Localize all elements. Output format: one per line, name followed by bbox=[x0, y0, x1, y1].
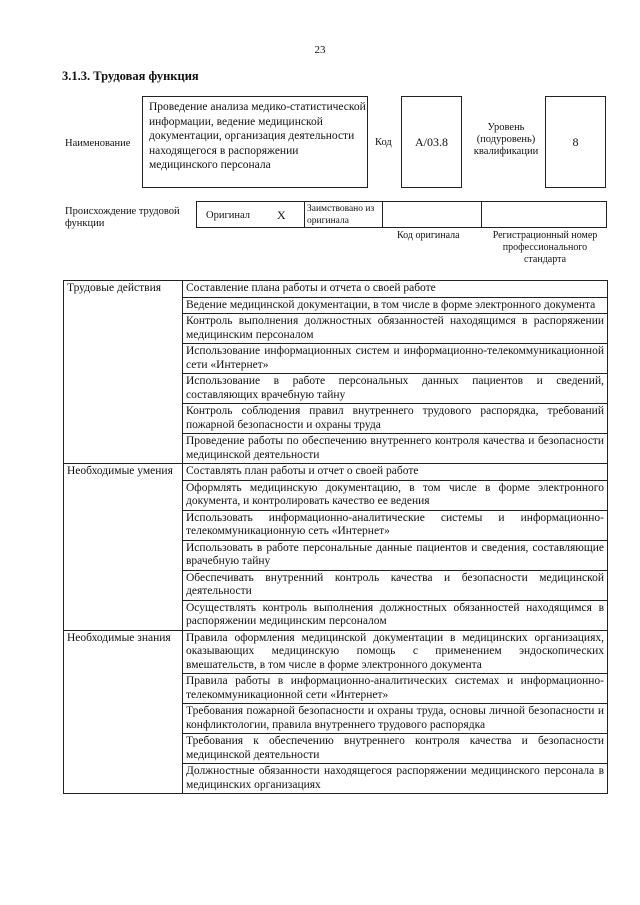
name-label: Наименование bbox=[65, 138, 131, 149]
qualification-level-box: 8 bbox=[545, 96, 606, 188]
category-cell: Необходимые умения bbox=[64, 464, 183, 631]
origin-label: Происхождение трудовой функции bbox=[65, 206, 180, 229]
function-details-body bbox=[64, 281, 608, 794]
table-row bbox=[64, 281, 608, 298]
item-cell: Использование информационных систем и информационно-телекоммуникационной сети «Интернет» bbox=[183, 344, 608, 374]
category-cell: Необходимые знания bbox=[64, 630, 183, 794]
item-cell: Контроль выполнения должностных обязанностей находящимся в распоряжении медицинским персоналом bbox=[183, 314, 608, 344]
item-cell: Составлять план работы и отчет о своей работе bbox=[183, 464, 608, 481]
item-cell: Использование в работе персональных данных пациентов и сведений, составляющих врачебную тайну bbox=[183, 374, 608, 404]
origin-divider bbox=[304, 202, 305, 227]
code-label: Код bbox=[375, 137, 392, 148]
item-cell: Требования к обеспечению внутреннего контроля качества и безопасности медицинской деятельности bbox=[183, 734, 608, 764]
item-cell: Обеспечивать внутренний контроль качества и безопасности медицинской деятельности bbox=[183, 570, 608, 600]
item-cell: Правила оформления медицинской документации в медицинских организациях, оказывающих медицинскую помощь с применением эндоскопических вмешательств, в том числе в форме электронного документа bbox=[183, 630, 608, 674]
original-label: Оригинал bbox=[206, 210, 250, 221]
function-name-box: Проведение анализа медико-статистической информации, ведение медицинской документации, организация деятельности находящегося в распоряжении медицинского персонала bbox=[142, 96, 368, 188]
item-cell: Составление плана работы и отчета о своей работе bbox=[183, 281, 608, 298]
section-title: 3.1.3. Трудовая функция bbox=[62, 69, 199, 83]
code-original-caption: Код оригинала bbox=[397, 230, 460, 241]
table-row bbox=[64, 464, 608, 481]
item-cell: Использовать в работе персональные данные пациентов и сведения, составляющие врачебную тайну bbox=[183, 540, 608, 570]
reg-number-caption: Регистрационный номер профессионального стандарта bbox=[492, 230, 598, 265]
item-cell: Контроль соблюдения правил внутреннего трудового распорядка, требований пожарной безопасности и охраны труда bbox=[183, 404, 608, 434]
borrowed-label: Заимствовано из оригинала bbox=[307, 204, 375, 226]
origin-divider bbox=[382, 202, 383, 227]
category-cell: Трудовые действия bbox=[64, 281, 183, 464]
item-cell: Ведение медицинской документации, в том числе в форме электронного документа bbox=[183, 297, 608, 314]
table-row bbox=[64, 630, 608, 674]
original-mark: X bbox=[277, 208, 286, 222]
level-label: Уровень (подуровень) квалификации bbox=[473, 122, 539, 157]
origin-divider bbox=[481, 202, 482, 227]
function-code-box: A/03.8 bbox=[401, 96, 462, 188]
item-cell: Оформлять медицинскую документацию, в том числе в форме электронного документа, и контролировать качество ее ведения bbox=[183, 480, 608, 510]
page-number: 23 bbox=[314, 44, 326, 56]
item-cell: Требования пожарной безопасности и охраны труда, основы личной безопасности и конфликтологии, правила внутреннего трудового распорядка bbox=[183, 704, 608, 734]
item-cell: Должностные обязанности находящегося распоряжении медицинского персонала в медицинских организациях bbox=[183, 764, 608, 794]
item-cell: Использовать информационно-аналитические системы и информационно-телекоммуникационную сеть «Интернет» bbox=[183, 510, 608, 540]
item-cell: Проведение работы по обеспечению внутреннего контроля качества и безопасности медицинской деятельности bbox=[183, 434, 608, 464]
function-details-table bbox=[63, 280, 608, 794]
item-cell: Правила работы в информационно-аналитических системах и информационно-телекоммуникационной сети «Интернет» bbox=[183, 674, 608, 704]
origin-table bbox=[196, 201, 607, 228]
item-cell: Осуществлять контроль выполнения должностных обязанностей находящимся в распоряжении медицинским персоналом bbox=[183, 600, 608, 630]
